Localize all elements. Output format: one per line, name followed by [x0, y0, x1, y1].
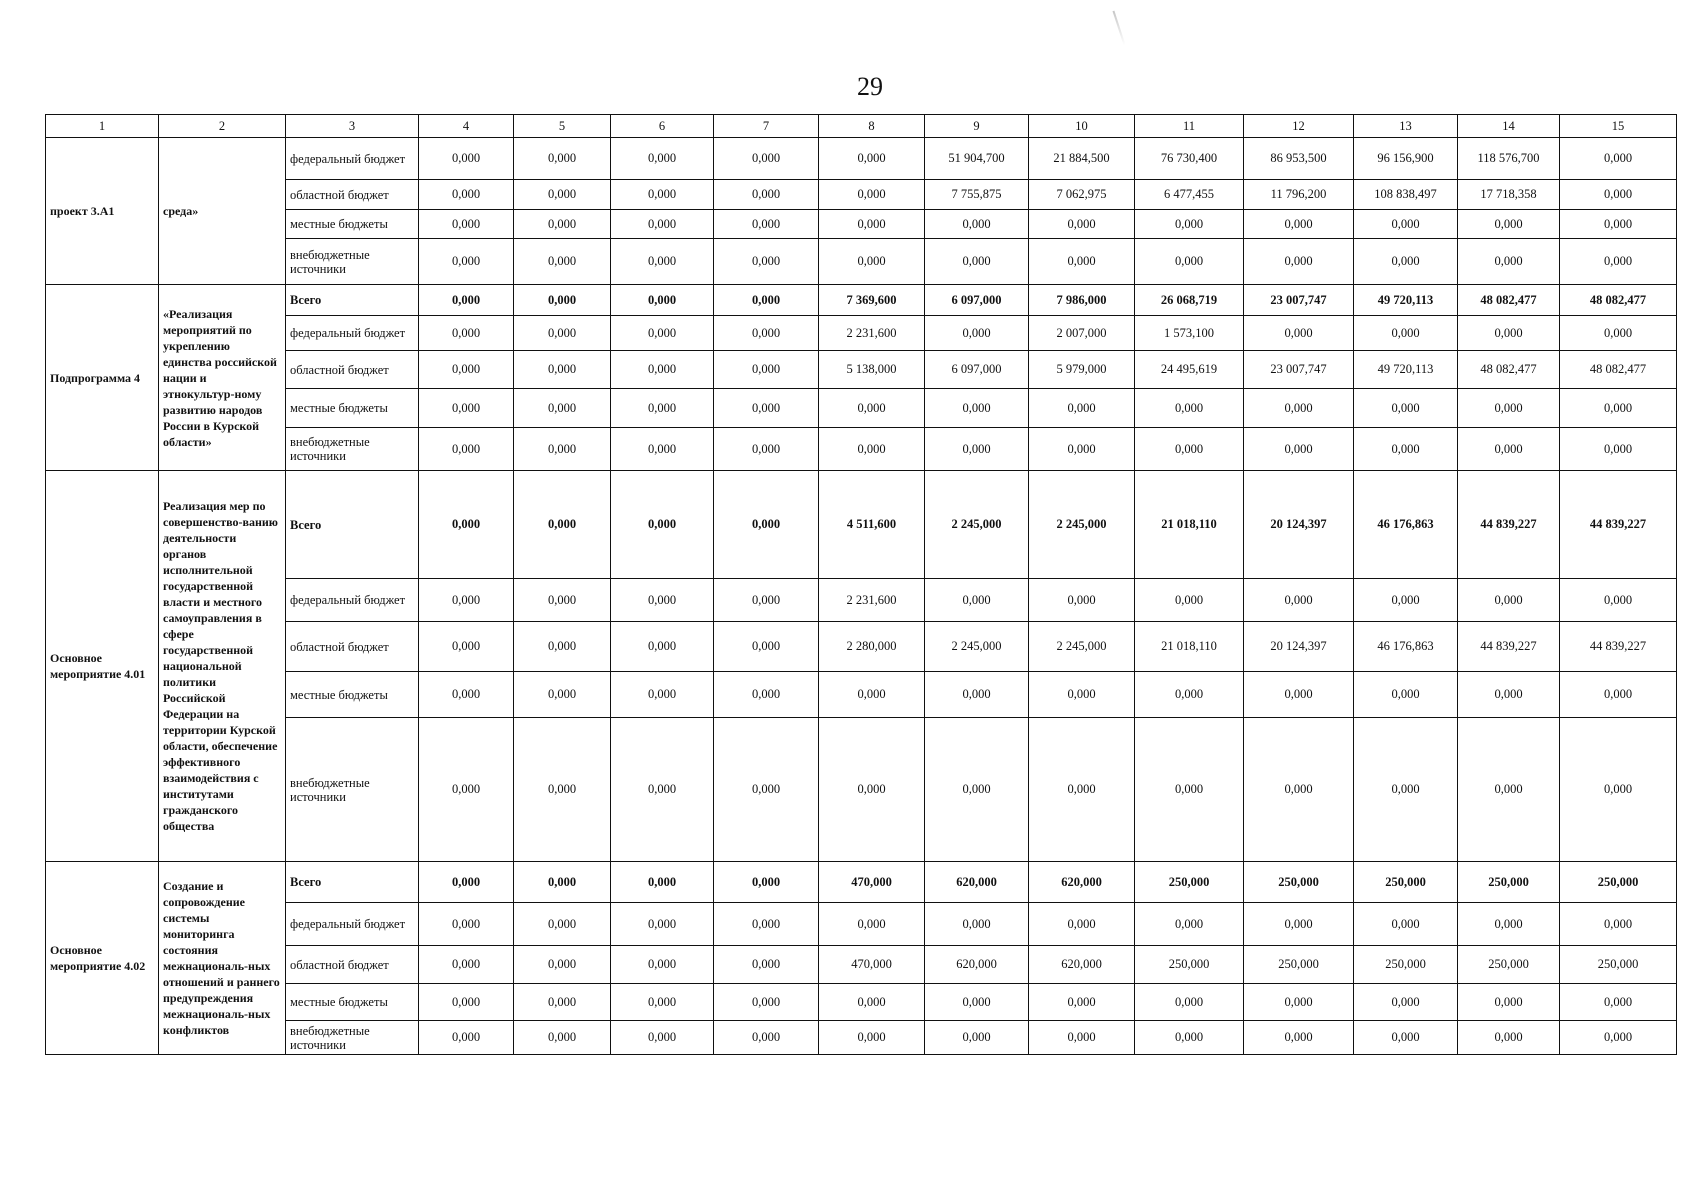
- value-cell: 0,000: [1458, 239, 1560, 285]
- value-cell: 470,000: [819, 946, 925, 984]
- value-cell: 0,000: [1560, 180, 1677, 210]
- value-cell: 0,000: [819, 389, 925, 428]
- value-cell: 48 082,477: [1560, 285, 1677, 316]
- value-cell: 0,000: [1458, 579, 1560, 622]
- value-cell: 0,000: [714, 903, 819, 946]
- value-cell: 0,000: [1135, 984, 1244, 1021]
- value-cell: 0,000: [1244, 984, 1354, 1021]
- table-row: [46, 984, 1677, 1021]
- value-cell: 0,000: [1029, 579, 1135, 622]
- value-cell: 0,000: [419, 903, 514, 946]
- value-cell: 0,000: [1458, 672, 1560, 718]
- table-row: [46, 862, 1677, 903]
- table-row: [46, 1021, 1677, 1055]
- funding-source-cell: местные бюджеты: [286, 984, 419, 1021]
- value-cell: 7 369,600: [819, 285, 925, 316]
- column-number-header: 11: [1135, 115, 1244, 138]
- column-number-header: 14: [1458, 115, 1560, 138]
- table-row: [46, 138, 1677, 180]
- funding-source-cell: федеральный бюджет: [286, 138, 419, 180]
- value-cell: 0,000: [419, 389, 514, 428]
- value-cell: 0,000: [819, 718, 925, 862]
- value-cell: 0,000: [514, 389, 611, 428]
- value-cell: 21 018,110: [1135, 471, 1244, 579]
- value-cell: 0,000: [419, 316, 514, 351]
- value-cell: 0,000: [714, 210, 819, 239]
- value-cell: 0,000: [819, 210, 925, 239]
- table-row: [46, 718, 1677, 862]
- funding-source-cell: областной бюджет: [286, 946, 419, 984]
- value-cell: 44 839,227: [1458, 622, 1560, 672]
- value-cell: 0,000: [1135, 1021, 1244, 1055]
- value-cell: 0,000: [1560, 138, 1677, 180]
- value-cell: 0,000: [1458, 984, 1560, 1021]
- value-cell: 250,000: [1560, 946, 1677, 984]
- table-row: [46, 210, 1677, 239]
- program-code-cell: Основное мероприятие 4.02: [46, 862, 159, 1055]
- value-cell: 0,000: [1244, 210, 1354, 239]
- value-cell: 0,000: [819, 672, 925, 718]
- value-cell: 0,000: [819, 138, 925, 180]
- value-cell: 0,000: [419, 210, 514, 239]
- value-cell: 0,000: [611, 579, 714, 622]
- value-cell: 0,000: [1244, 389, 1354, 428]
- value-cell: 0,000: [819, 1021, 925, 1055]
- value-cell: 0,000: [714, 180, 819, 210]
- value-cell: 0,000: [1244, 718, 1354, 862]
- value-cell: 0,000: [514, 622, 611, 672]
- value-cell: 0,000: [714, 718, 819, 862]
- value-cell: 118 576,700: [1458, 138, 1560, 180]
- funding-source-cell: местные бюджеты: [286, 389, 419, 428]
- value-cell: 620,000: [925, 862, 1029, 903]
- value-cell: 2 231,600: [819, 316, 925, 351]
- value-cell: 0,000: [714, 471, 819, 579]
- value-cell: 0,000: [1354, 1021, 1458, 1055]
- value-cell: 0,000: [419, 946, 514, 984]
- value-cell: 0,000: [925, 389, 1029, 428]
- value-cell: 0,000: [714, 672, 819, 718]
- table-row: [46, 579, 1677, 622]
- value-cell: 0,000: [1029, 903, 1135, 946]
- value-cell: 0,000: [1560, 316, 1677, 351]
- value-cell: 0,000: [611, 239, 714, 285]
- value-cell: 0,000: [611, 622, 714, 672]
- value-cell: 250,000: [1458, 946, 1560, 984]
- value-cell: 0,000: [714, 862, 819, 903]
- column-number-row: [46, 115, 1677, 138]
- value-cell: 1 573,100: [1135, 316, 1244, 351]
- column-number-header: 3: [286, 115, 419, 138]
- value-cell: 0,000: [1560, 579, 1677, 622]
- value-cell: 0,000: [819, 903, 925, 946]
- value-cell: 0,000: [925, 579, 1029, 622]
- value-cell: 0,000: [419, 239, 514, 285]
- value-cell: 96 156,900: [1354, 138, 1458, 180]
- program-code-cell: Основное мероприятие 4.01: [46, 471, 159, 862]
- value-cell: 0,000: [419, 180, 514, 210]
- value-cell: 0,000: [1560, 672, 1677, 718]
- value-cell: 2 245,000: [1029, 471, 1135, 579]
- value-cell: 0,000: [714, 428, 819, 471]
- value-cell: 0,000: [925, 718, 1029, 862]
- value-cell: 250,000: [1560, 862, 1677, 903]
- value-cell: 0,000: [1458, 210, 1560, 239]
- value-cell: 0,000: [925, 239, 1029, 285]
- value-cell: 0,000: [1458, 428, 1560, 471]
- value-cell: 0,000: [419, 672, 514, 718]
- value-cell: 48 082,477: [1458, 351, 1560, 389]
- value-cell: 0,000: [419, 862, 514, 903]
- value-cell: 0,000: [714, 316, 819, 351]
- column-number-header: 13: [1354, 115, 1458, 138]
- table-row: [46, 672, 1677, 718]
- value-cell: 0,000: [819, 428, 925, 471]
- value-cell: 0,000: [819, 984, 925, 1021]
- value-cell: 0,000: [611, 862, 714, 903]
- value-cell: 86 953,500: [1244, 138, 1354, 180]
- value-cell: 6 477,455: [1135, 180, 1244, 210]
- value-cell: 0,000: [1458, 389, 1560, 428]
- value-cell: 0,000: [925, 428, 1029, 471]
- value-cell: 0,000: [1244, 239, 1354, 285]
- value-cell: 0,000: [419, 718, 514, 862]
- value-cell: 0,000: [419, 285, 514, 316]
- value-cell: 0,000: [1458, 1021, 1560, 1055]
- value-cell: 20 124,397: [1244, 471, 1354, 579]
- value-cell: 6 097,000: [925, 351, 1029, 389]
- value-cell: 0,000: [1560, 718, 1677, 862]
- program-title-cell: Создание и сопровождение системы мониторинга состояния межнациональ-ных отношений и раннего предупреждения межнациональ-ных конфликтов: [159, 862, 286, 1055]
- page-number: 29: [857, 72, 883, 101]
- value-cell: 44 839,227: [1458, 471, 1560, 579]
- value-cell: 5 979,000: [1029, 351, 1135, 389]
- value-cell: 250,000: [1354, 946, 1458, 984]
- column-number-header: 9: [925, 115, 1029, 138]
- value-cell: 0,000: [925, 672, 1029, 718]
- value-cell: 21 018,110: [1135, 622, 1244, 672]
- value-cell: 0,000: [714, 622, 819, 672]
- value-cell: 0,000: [1354, 718, 1458, 862]
- program-title-cell: Реализация мер по совершенство-ванию деятельности органов исполнительной государственной власти и местного самоуправления в сфере государственной национальной политики Российской Федерации на территории Курской области, обеспечение эффективного взаимодействия с институтами гражданского общества: [159, 471, 286, 862]
- value-cell: 0,000: [514, 316, 611, 351]
- value-cell: 48 082,477: [1458, 285, 1560, 316]
- value-cell: 0,000: [1135, 672, 1244, 718]
- value-cell: 24 495,619: [1135, 351, 1244, 389]
- value-cell: 0,000: [611, 672, 714, 718]
- value-cell: 0,000: [1354, 903, 1458, 946]
- value-cell: 0,000: [1029, 389, 1135, 428]
- program-title-cell: среда»: [159, 138, 286, 285]
- value-cell: 250,000: [1244, 862, 1354, 903]
- value-cell: 0,000: [611, 718, 714, 862]
- value-cell: 0,000: [514, 351, 611, 389]
- value-cell: 0,000: [419, 579, 514, 622]
- value-cell: 0,000: [514, 984, 611, 1021]
- value-cell: 0,000: [611, 351, 714, 389]
- table-row: [46, 285, 1677, 316]
- value-cell: 0,000: [1029, 672, 1135, 718]
- value-cell: 0,000: [925, 316, 1029, 351]
- value-cell: 7 755,875: [925, 180, 1029, 210]
- value-cell: 0,000: [1029, 718, 1135, 862]
- value-cell: 0,000: [1354, 210, 1458, 239]
- value-cell: 0,000: [514, 579, 611, 622]
- value-cell: 7 986,000: [1029, 285, 1135, 316]
- column-number-header: 2: [159, 115, 286, 138]
- value-cell: 620,000: [1029, 862, 1135, 903]
- program-code-cell: проект 3.А1: [46, 138, 159, 285]
- value-cell: 7 062,975: [1029, 180, 1135, 210]
- value-cell: 0,000: [514, 428, 611, 471]
- value-cell: 0,000: [714, 138, 819, 180]
- funding-source-cell: федеральный бюджет: [286, 903, 419, 946]
- value-cell: 0,000: [714, 946, 819, 984]
- value-cell: 2 245,000: [1029, 622, 1135, 672]
- value-cell: 108 838,497: [1354, 180, 1458, 210]
- value-cell: 250,000: [1244, 946, 1354, 984]
- value-cell: 0,000: [1029, 239, 1135, 285]
- column-number-header: 4: [419, 115, 514, 138]
- value-cell: 0,000: [514, 672, 611, 718]
- value-cell: 0,000: [1354, 389, 1458, 428]
- value-cell: 250,000: [1135, 946, 1244, 984]
- value-cell: 44 839,227: [1560, 471, 1677, 579]
- value-cell: 250,000: [1135, 862, 1244, 903]
- value-cell: 2 007,000: [1029, 316, 1135, 351]
- value-cell: 0,000: [1029, 210, 1135, 239]
- value-cell: 0,000: [419, 622, 514, 672]
- funding-source-cell: местные бюджеты: [286, 210, 419, 239]
- value-cell: 0,000: [925, 210, 1029, 239]
- value-cell: 0,000: [611, 946, 714, 984]
- funding-source-cell: областной бюджет: [286, 180, 419, 210]
- column-number-header: 7: [714, 115, 819, 138]
- value-cell: 0,000: [1135, 210, 1244, 239]
- column-number-header: 15: [1560, 115, 1677, 138]
- value-cell: 0,000: [1244, 1021, 1354, 1055]
- value-cell: 0,000: [1244, 903, 1354, 946]
- value-cell: 620,000: [1029, 946, 1135, 984]
- funding-source-cell: федеральный бюджет: [286, 579, 419, 622]
- program-title-cell: «Реализация мероприятий по укреплению единства российской нации и этнокультур-ному развитию народов России в Курской области»: [159, 285, 286, 471]
- value-cell: 17 718,358: [1458, 180, 1560, 210]
- table-row: [46, 389, 1677, 428]
- value-cell: 0,000: [1029, 428, 1135, 471]
- value-cell: 0,000: [611, 1021, 714, 1055]
- value-cell: 0,000: [714, 1021, 819, 1055]
- value-cell: 250,000: [1354, 862, 1458, 903]
- value-cell: 0,000: [419, 984, 514, 1021]
- value-cell: 470,000: [819, 862, 925, 903]
- value-cell: 0,000: [1135, 718, 1244, 862]
- value-cell: 0,000: [419, 471, 514, 579]
- value-cell: 0,000: [1135, 428, 1244, 471]
- value-cell: 0,000: [419, 351, 514, 389]
- value-cell: 26 068,719: [1135, 285, 1244, 316]
- funding-source-cell: внебюджетные источники: [286, 239, 419, 285]
- value-cell: 0,000: [1135, 389, 1244, 428]
- value-cell: 0,000: [1354, 984, 1458, 1021]
- value-cell: 46 176,863: [1354, 622, 1458, 672]
- value-cell: 0,000: [611, 471, 714, 579]
- value-cell: 0,000: [419, 138, 514, 180]
- value-cell: 4 511,600: [819, 471, 925, 579]
- value-cell: 250,000: [1458, 862, 1560, 903]
- value-cell: 0,000: [611, 316, 714, 351]
- value-cell: 0,000: [1135, 579, 1244, 622]
- value-cell: 0,000: [1244, 316, 1354, 351]
- value-cell: 0,000: [714, 285, 819, 316]
- value-cell: 0,000: [1560, 1021, 1677, 1055]
- value-cell: 0,000: [1354, 428, 1458, 471]
- value-cell: 0,000: [1560, 428, 1677, 471]
- value-cell: 0,000: [514, 862, 611, 903]
- table-body: [46, 138, 1677, 1055]
- value-cell: 2 245,000: [925, 471, 1029, 579]
- value-cell: 0,000: [514, 718, 611, 862]
- value-cell: 49 720,113: [1354, 285, 1458, 316]
- value-cell: 0,000: [1244, 428, 1354, 471]
- table-row: [46, 428, 1677, 471]
- value-cell: 0,000: [714, 351, 819, 389]
- value-cell: 0,000: [514, 210, 611, 239]
- value-cell: 0,000: [514, 1021, 611, 1055]
- value-cell: 0,000: [925, 1021, 1029, 1055]
- value-cell: 11 796,200: [1244, 180, 1354, 210]
- scan-artifact: [1112, 11, 1125, 46]
- value-cell: 0,000: [419, 1021, 514, 1055]
- value-cell: 48 082,477: [1560, 351, 1677, 389]
- funding-source-cell: внебюджетные источники: [286, 1021, 419, 1055]
- value-cell: 0,000: [819, 239, 925, 285]
- value-cell: 0,000: [514, 471, 611, 579]
- value-cell: 0,000: [611, 428, 714, 471]
- value-cell: 0,000: [611, 285, 714, 316]
- value-cell: 2 280,000: [819, 622, 925, 672]
- funding-source-cell: Всего: [286, 862, 419, 903]
- value-cell: 2 245,000: [925, 622, 1029, 672]
- value-cell: 0,000: [1560, 903, 1677, 946]
- value-cell: 51 904,700: [925, 138, 1029, 180]
- funding-source-cell: Всего: [286, 285, 419, 316]
- table-row: [46, 316, 1677, 351]
- value-cell: 5 138,000: [819, 351, 925, 389]
- value-cell: 0,000: [514, 903, 611, 946]
- value-cell: 0,000: [611, 180, 714, 210]
- funding-source-cell: местные бюджеты: [286, 672, 419, 718]
- value-cell: 0,000: [1560, 239, 1677, 285]
- table-row: [46, 351, 1677, 389]
- column-number-header: 10: [1029, 115, 1135, 138]
- value-cell: 0,000: [1354, 239, 1458, 285]
- value-cell: 0,000: [1135, 903, 1244, 946]
- value-cell: 0,000: [925, 984, 1029, 1021]
- value-cell: 44 839,227: [1560, 622, 1677, 672]
- value-cell: 0,000: [714, 984, 819, 1021]
- funding-source-cell: внебюджетные источники: [286, 428, 419, 471]
- value-cell: 0,000: [514, 285, 611, 316]
- value-cell: 0,000: [514, 138, 611, 180]
- value-cell: 0,000: [1560, 984, 1677, 1021]
- value-cell: 0,000: [1354, 579, 1458, 622]
- value-cell: 0,000: [419, 428, 514, 471]
- value-cell: 0,000: [611, 138, 714, 180]
- funding-source-cell: областной бюджет: [286, 622, 419, 672]
- table-row: [46, 946, 1677, 984]
- column-number-header: 5: [514, 115, 611, 138]
- value-cell: 0,000: [1354, 672, 1458, 718]
- funding-source-cell: Всего: [286, 471, 419, 579]
- value-cell: 0,000: [1560, 210, 1677, 239]
- value-cell: 0,000: [819, 180, 925, 210]
- value-cell: 6 097,000: [925, 285, 1029, 316]
- value-cell: 76 730,400: [1135, 138, 1244, 180]
- funding-source-cell: внебюджетные источники: [286, 718, 419, 862]
- value-cell: 0,000: [1244, 672, 1354, 718]
- value-cell: 620,000: [925, 946, 1029, 984]
- value-cell: 0,000: [714, 389, 819, 428]
- column-number-header: 6: [611, 115, 714, 138]
- funding-source-cell: федеральный бюджет: [286, 316, 419, 351]
- value-cell: 0,000: [611, 984, 714, 1021]
- value-cell: 0,000: [514, 239, 611, 285]
- value-cell: 0,000: [1458, 903, 1560, 946]
- value-cell: 0,000: [1560, 389, 1677, 428]
- column-number-header: 1: [46, 115, 159, 138]
- value-cell: 21 884,500: [1029, 138, 1135, 180]
- value-cell: 23 007,747: [1244, 285, 1354, 316]
- value-cell: 0,000: [611, 903, 714, 946]
- value-cell: 0,000: [1244, 579, 1354, 622]
- value-cell: 23 007,747: [1244, 351, 1354, 389]
- value-cell: 0,000: [714, 239, 819, 285]
- value-cell: 0,000: [714, 579, 819, 622]
- value-cell: 0,000: [1354, 316, 1458, 351]
- table-row: [46, 903, 1677, 946]
- table-row: [46, 622, 1677, 672]
- program-code-cell: Подпрограмма 4: [46, 285, 159, 471]
- budget-table: [45, 114, 1677, 1055]
- value-cell: 0,000: [925, 903, 1029, 946]
- table-row: [46, 471, 1677, 579]
- funding-source-cell: областной бюджет: [286, 351, 419, 389]
- value-cell: 0,000: [1029, 1021, 1135, 1055]
- value-cell: 20 124,397: [1244, 622, 1354, 672]
- value-cell: 46 176,863: [1354, 471, 1458, 579]
- value-cell: 49 720,113: [1354, 351, 1458, 389]
- value-cell: 0,000: [1458, 718, 1560, 862]
- value-cell: 0,000: [514, 946, 611, 984]
- value-cell: 0,000: [1135, 239, 1244, 285]
- value-cell: 2 231,600: [819, 579, 925, 622]
- value-cell: 0,000: [1029, 984, 1135, 1021]
- column-number-header: 8: [819, 115, 925, 138]
- value-cell: 0,000: [611, 389, 714, 428]
- table-row: [46, 239, 1677, 285]
- table-row: [46, 180, 1677, 210]
- value-cell: 0,000: [611, 210, 714, 239]
- value-cell: 0,000: [1458, 316, 1560, 351]
- value-cell: 0,000: [514, 180, 611, 210]
- column-number-header: 12: [1244, 115, 1354, 138]
